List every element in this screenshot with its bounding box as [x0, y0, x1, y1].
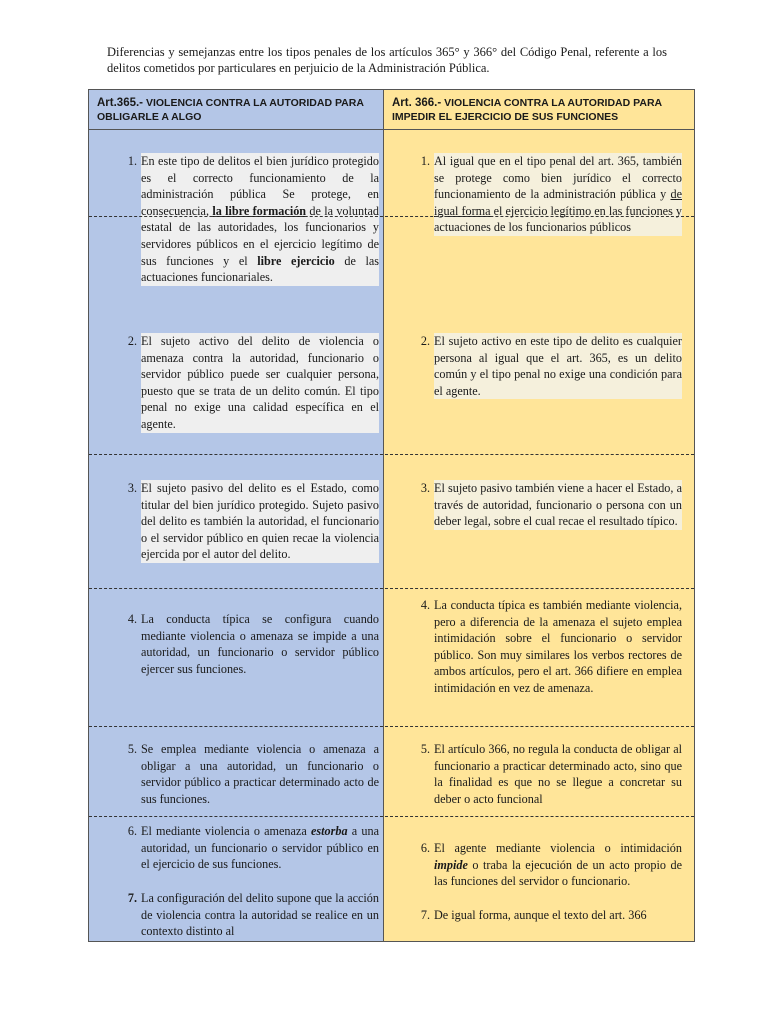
header-art-number: Art. 366.- — [392, 97, 442, 109]
item-number: 7. — [127, 891, 137, 905]
item-number: 6. — [127, 824, 137, 838]
header-art-title: VIOLENCIA CONTRA LA AUTORIDAD PARA IMPEDIR EL EJERCICIO DE SUS FUNCIONES — [392, 97, 662, 123]
header-art-title: VIOLENCIA CONTRA LA AUTORIDAD PARA OBLIGARLE A ALGO — [97, 97, 364, 123]
item-text: El artículo 366, no regula la conducta de obligar al funcionario a practicar determinado acto, sino que la finalidad es que no se llegue a concretar su deber o acto funcional — [434, 742, 682, 806]
item-text: La configuración del delito supone que la acción de violencia contra la autoridad se realice en un contexto distinto al — [141, 891, 379, 939]
dashed-divider — [89, 216, 694, 217]
column-art-366 — [384, 90, 694, 941]
item-number: 6. — [420, 841, 430, 855]
item-number: 3. — [420, 481, 430, 495]
item-text: El sujeto activo del delito de violencia o amenaza contra la autoridad, funcionario o servidor público puede ser cualquier persona, puesto que se trata de un delito común. El tipo penal no exige una calidad específica en el agente. — [141, 334, 379, 431]
item-number: 2. — [420, 334, 430, 348]
item-text: La conducta típica es también mediante violencia, pero a diferencia de la amenaza el sujeto emplea intimidación sobre el funcionario o servidor público. Son muy similares los verbos rectores de ambos artículos, pero el art. 366 difiere en emplea intimidación en vez de amenaza. — [434, 598, 682, 695]
list-item — [420, 597, 682, 697]
list-item — [127, 823, 379, 873]
intro-paragraph: Diferencias y semejanzas entre los tipos penales de los artículos 365° y 366° del Código Penal, referente a los delitos cometidos por particulares en perjuicio de la Administración Pública. — [107, 45, 667, 75]
list-item — [420, 741, 682, 807]
list-item — [420, 153, 682, 236]
list-item — [127, 480, 379, 563]
item-number: 3. — [127, 481, 137, 495]
item-text: La conducta típica se configura cuando mediante violencia o amenaza se impide a una autoridad, un funcionario o servidor público ejercer sus funciones. — [141, 612, 379, 676]
item-text: El sujeto activo en este tipo de delito es cualquier persona al igual que el art. 365, es un delito común y el tipo penal no exige una condición para el agente. — [434, 334, 682, 398]
dashed-divider — [89, 726, 694, 727]
list-item — [127, 153, 379, 286]
comparison-table — [88, 89, 695, 942]
list-item — [420, 907, 682, 924]
header-art-365 — [89, 90, 383, 130]
list-item — [420, 480, 682, 530]
list-item — [127, 741, 379, 807]
dashed-divider — [89, 816, 694, 817]
column-art-365 — [89, 90, 384, 941]
list-item — [127, 333, 379, 433]
item-number: 5. — [127, 742, 137, 756]
list-item — [420, 840, 682, 890]
item-text: El sujeto pasivo también viene a hacer el Estado, a través de autoridad, funcionario o persona con un deber legal, sobre el cual recae el resultado típico. — [434, 481, 682, 529]
item-text: El sujeto pasivo del delito es el Estado, como titular del bien jurídico protegido. Sujeto pasivo del delito es también la autoridad, el funcionario o el servidor público en quien recae la violencia ejercida por el autor del delito. — [141, 481, 379, 562]
item-number: 1. — [127, 154, 137, 168]
item-text: Al igual que en el tipo penal del art. 365, también se protege como bien jurídico el correcto funcionamiento de la administración pública y de igual forma el ejercicio legítimo en las funciones y actuaciones de los funcionarios públicos — [434, 154, 682, 235]
item-text: El agente mediante violencia o intimidación impide o traba la ejecución de un acto propio de las funciones del servidor o funcionario. — [434, 841, 682, 889]
list-item — [127, 611, 379, 677]
item-number: 4. — [420, 598, 430, 612]
item-number: 1. — [420, 154, 430, 168]
item-text: En este tipo de delitos el bien jurídico protegido es el correcto funcionamiento de la administración pública Se protege, en consecuencia, la libre formación de la voluntad estatal de las autoridades, los funcionarios y servidores públicos en el ejercicio legítimo de sus funciones y el libre ejercicio de las actuaciones funcionariales. — [141, 154, 379, 285]
header-art-number: Art.365.- — [97, 97, 144, 109]
dashed-divider — [89, 454, 694, 455]
item-text: Se emplea mediante violencia o amenaza a obligar a una autoridad, un funcionario o servidor público a practicar determinado acto de sus funciones. — [141, 742, 379, 806]
header-art-366 — [384, 90, 694, 130]
item-number: 2. — [127, 334, 137, 348]
item-number: 4. — [127, 612, 137, 626]
item-number: 5. — [420, 742, 430, 756]
list-item — [420, 333, 682, 399]
item-text: El mediante violencia o amenaza estorba a una autoridad, un funcionario o servidor público en el ejercicio de sus funciones. — [141, 824, 379, 872]
item-text: De igual forma, aunque el texto del art. 366 — [434, 908, 647, 922]
dashed-divider — [89, 588, 694, 589]
list-item — [127, 890, 379, 940]
item-number: 7. — [420, 908, 430, 922]
